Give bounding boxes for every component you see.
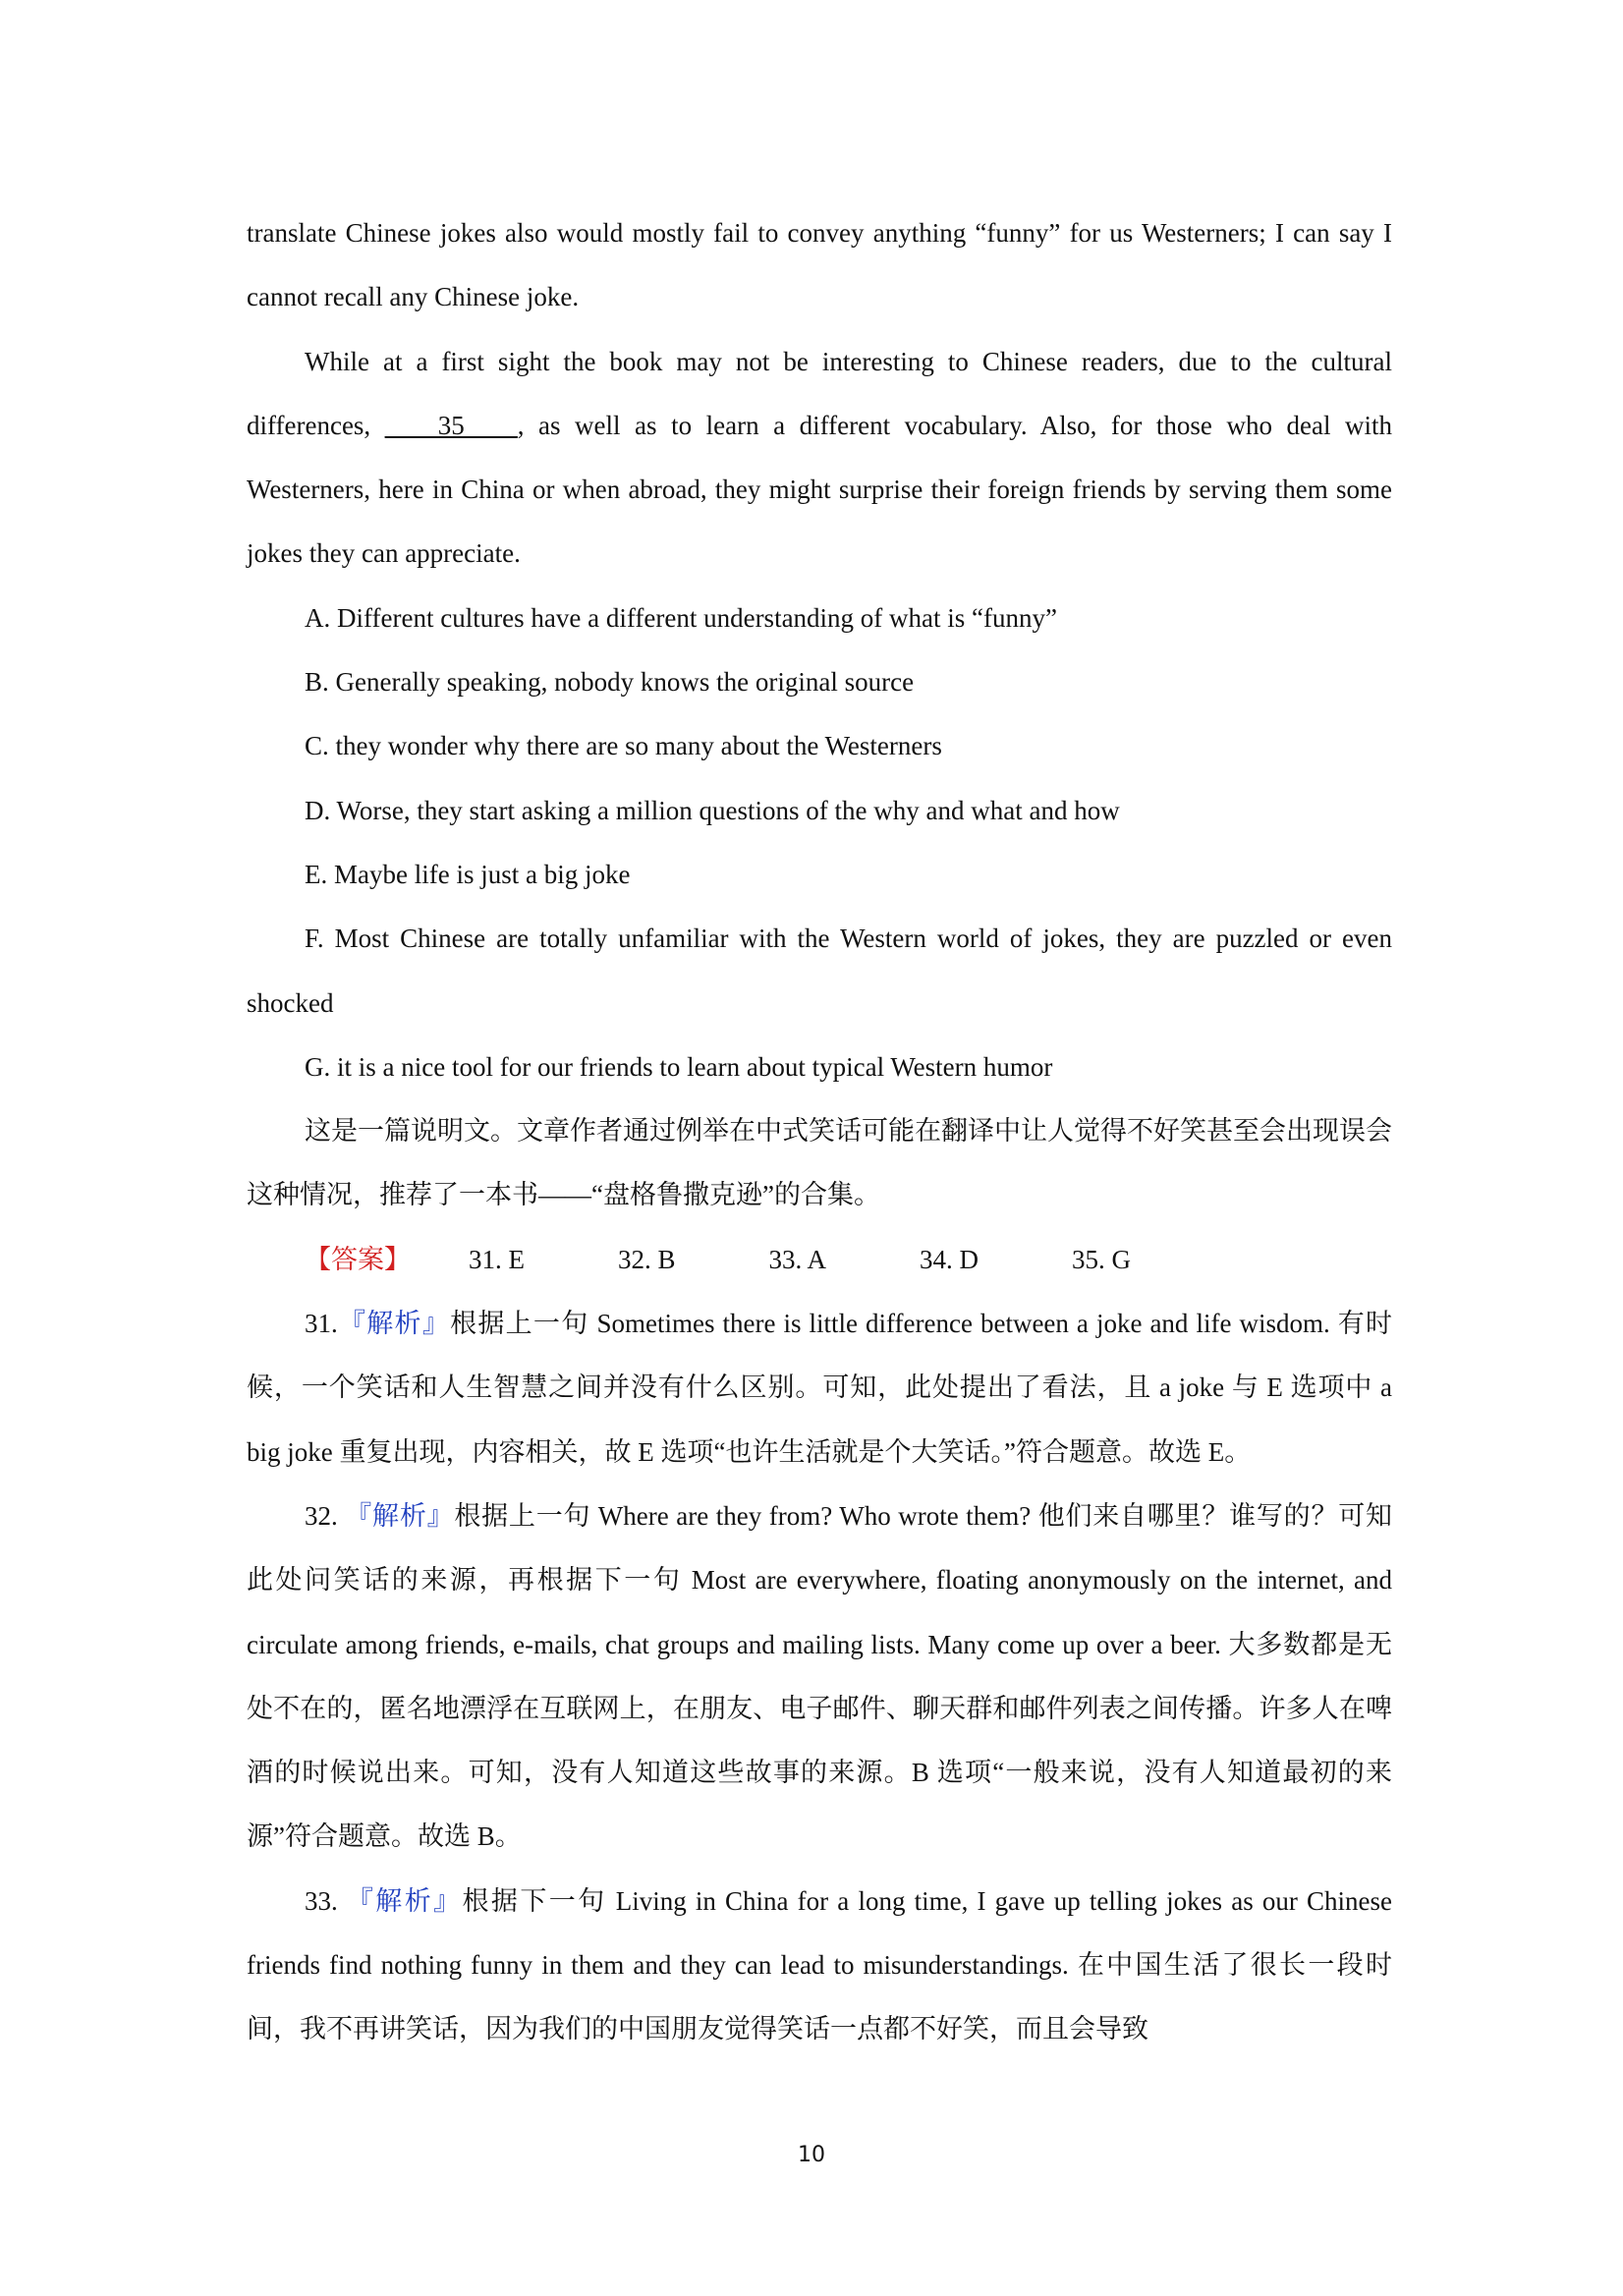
explanation-31-text: 根据上一句 Sometimes there is little difference between a joke and life wisdom. 有时候，一个笑话和人生智慧之间并没有什么区别。可知，此处提出了看法，且 a joke 与 E 选项中 a big joke 重复出现，内容相关，故 E 选项“也许生活就是个大笑话。”符合题意。故选 E。 <box>247 1309 1392 1467</box>
explanation-32 <box>247 1484 1392 1870</box>
answer-line <box>247 1228 1392 1292</box>
answer-32: 32. B <box>618 1244 676 1274</box>
explanation-33-text: 根据下一句 Living in China for a long time, I gave up telling jokes as our Chinese friends find nothing funny in them and they can lead to misunderstandings. 在中国生活了很长一段时间，我不再讲笑话，因为我们的中国朋友觉得笑话一点都不好笑，而且会导致 <box>247 1885 1392 2044</box>
answer-33: 33. A <box>768 1244 827 1274</box>
option-g: G. it is a nice tool for our friends to learn about typical Western humor <box>305 1051 1053 1082</box>
option-d: D. Worse, they start asking a million questions of the why and what and how <box>305 795 1120 825</box>
options-list <box>247 587 1392 1099</box>
option-f: F. Most Chinese are totally unfamiliar with the Western world of jokes, they are puzzled or even shocked <box>247 924 1392 1018</box>
option-b: B. Generally speaking, nobody knows the original source <box>305 667 915 698</box>
explanation-32-label: 『解析』 <box>345 1500 455 1532</box>
option-a: A. Different cultures have a different understanding of what is “funny” <box>305 602 1057 633</box>
explanation-33-label: 『解析』 <box>346 1885 463 1917</box>
passage-continuation: translate Chinese jokes also would mostly fail to convey anything “funny” for us Westerners; I can say I cannot recall any Chinese joke. <box>247 218 1392 312</box>
answer-label: 【答案】 <box>305 1244 411 1275</box>
option-e: E. Maybe life is just a big joke <box>305 859 631 889</box>
document-body <box>247 201 1392 2062</box>
explanation-31-number: 31. <box>305 1309 338 1339</box>
passage-summary: 这是一篇说明文。文章作者通过例举在中式笑话可能在翻译中让人觉得不好笑甚至会出现误会这种情况，推荐了一本书——“盘格鲁撒克逊”的合集。 <box>247 1116 1392 1210</box>
explanation-31 <box>247 1292 1392 1484</box>
explanation-32-number: 32. <box>305 1500 338 1531</box>
final-paragraph-before-blank: While at a first sight the book may not be interesting to Chinese readers, due to the cultural differences, <box>247 346 1392 440</box>
page-number: 10 <box>798 2143 825 2167</box>
explanation-33-number: 33. <box>305 1885 338 1916</box>
answer-34: 34. D <box>920 1244 979 1274</box>
blank-35: ____35____ <box>384 410 518 440</box>
explanation-32-text: 根据上一句 Where are they from? Who wrote them? 他们来自哪里？谁写的？可知此处问笑话的来源，再根据下一句 Most are everywhere, floating anonymously on the internet, and circulate among friends, e-mails, chat groups and mailing lists. Many come up over a beer. 大多数都是无处不在的，匿名地漂浮在互联网上，在朋友、电子邮件、聊天群和邮件列表之间传播。许多人在啤酒的时候说出来。可知，没有人知道这些故事的来源。B 选项“一般来说，没有人知道最初的来源”符合题意。故选 B。 <box>247 1500 1393 1852</box>
answer-31: 31. E <box>469 1244 525 1274</box>
answer-35: 35. G <box>1072 1244 1132 1274</box>
option-c: C. they wonder why there are so many about the Westerners <box>305 731 942 761</box>
explanation-31-label: 『解析』 <box>337 1309 451 1340</box>
passage-final-paragraph <box>247 330 1392 587</box>
explanation-33 <box>247 1870 1392 2062</box>
final-paragraph-after-blank: , as well as to learn a different vocabulary. Also, for those who deal with Westerners, here in China or when abroad, they might surprise their foreign friends by serving them some jokes they can appreciate. <box>247 410 1392 569</box>
